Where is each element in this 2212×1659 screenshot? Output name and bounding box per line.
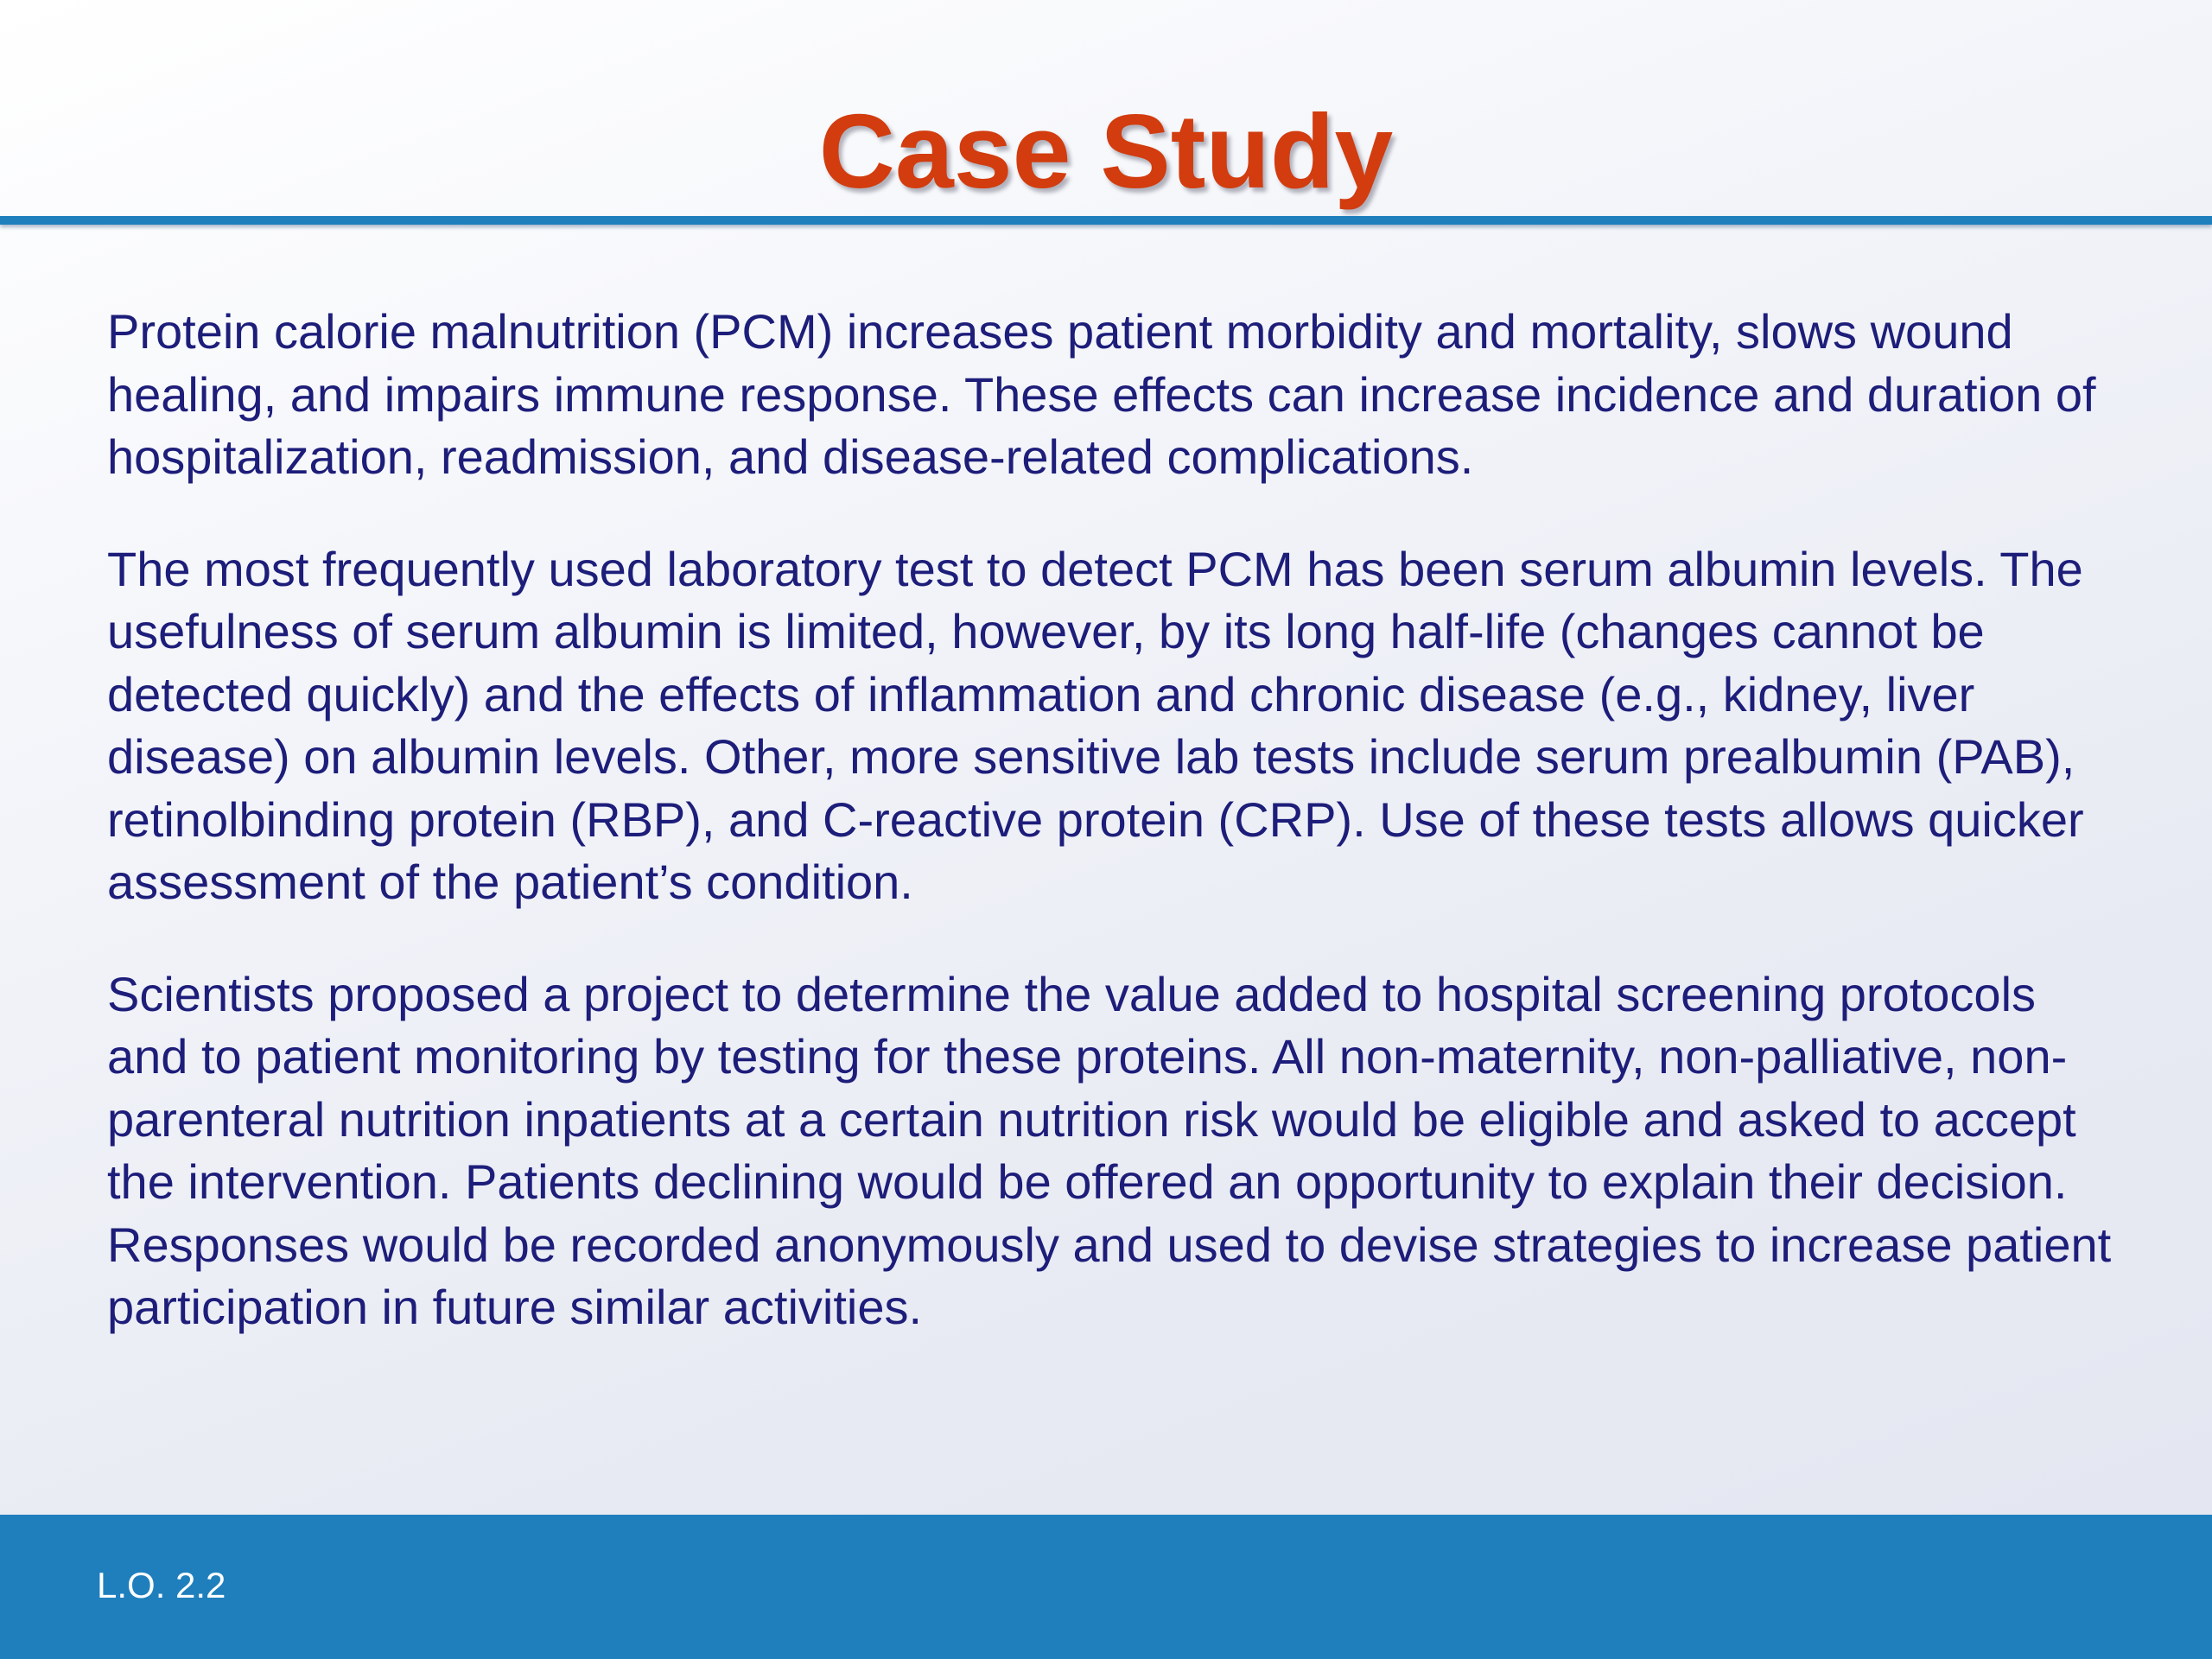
slide-title: Case Study <box>818 92 1394 210</box>
slide-body <box>107 301 2120 1389</box>
paragraph-pcm-overview: Protein calorie malnutrition (PCM) increases patient morbidity and mortality, slows wound healing, and impairs immune response. These effects can increase incidence and duration of hospitalization, readmission, and disease-related complications. <box>107 304 2096 484</box>
learning-objective-label: L.O. 2.2 <box>97 1565 226 1605</box>
paragraph-lab-tests: The most frequently used laboratory test to detect PCM has been serum albumin levels. The usefulness of serum albumin is limited, however, by its long half-life (changes cannot be detected quickly) and the effects of inflammation and chronic disease (e.g., kidney, liver disease) on albumin levels. Other, more sensitive lab tests include serum prealbumin (PAB), retinolbinding protein (RBP), and C-reactive protein (CRP). Use of these tests allows quicker assessment of the patient’s condition. <box>107 541 2084 909</box>
paragraph-project-proposal: Scientists proposed a project to determine the value added to hospital screening protocols and to patient monitoring by testing for these proteins. All non-maternity, non-palliative, non-parenteral nutrition inpatients at a certain nutrition risk would be eligible and asked to accept the intervention. Patients declining would be offered an opportunity to explain their decision. Responses would be recorded anonymously and used to devise strategies to increase patient participation in future similar activities. <box>107 966 2112 1334</box>
footer-bar <box>0 1515 2212 1659</box>
title-divider <box>0 216 2212 225</box>
